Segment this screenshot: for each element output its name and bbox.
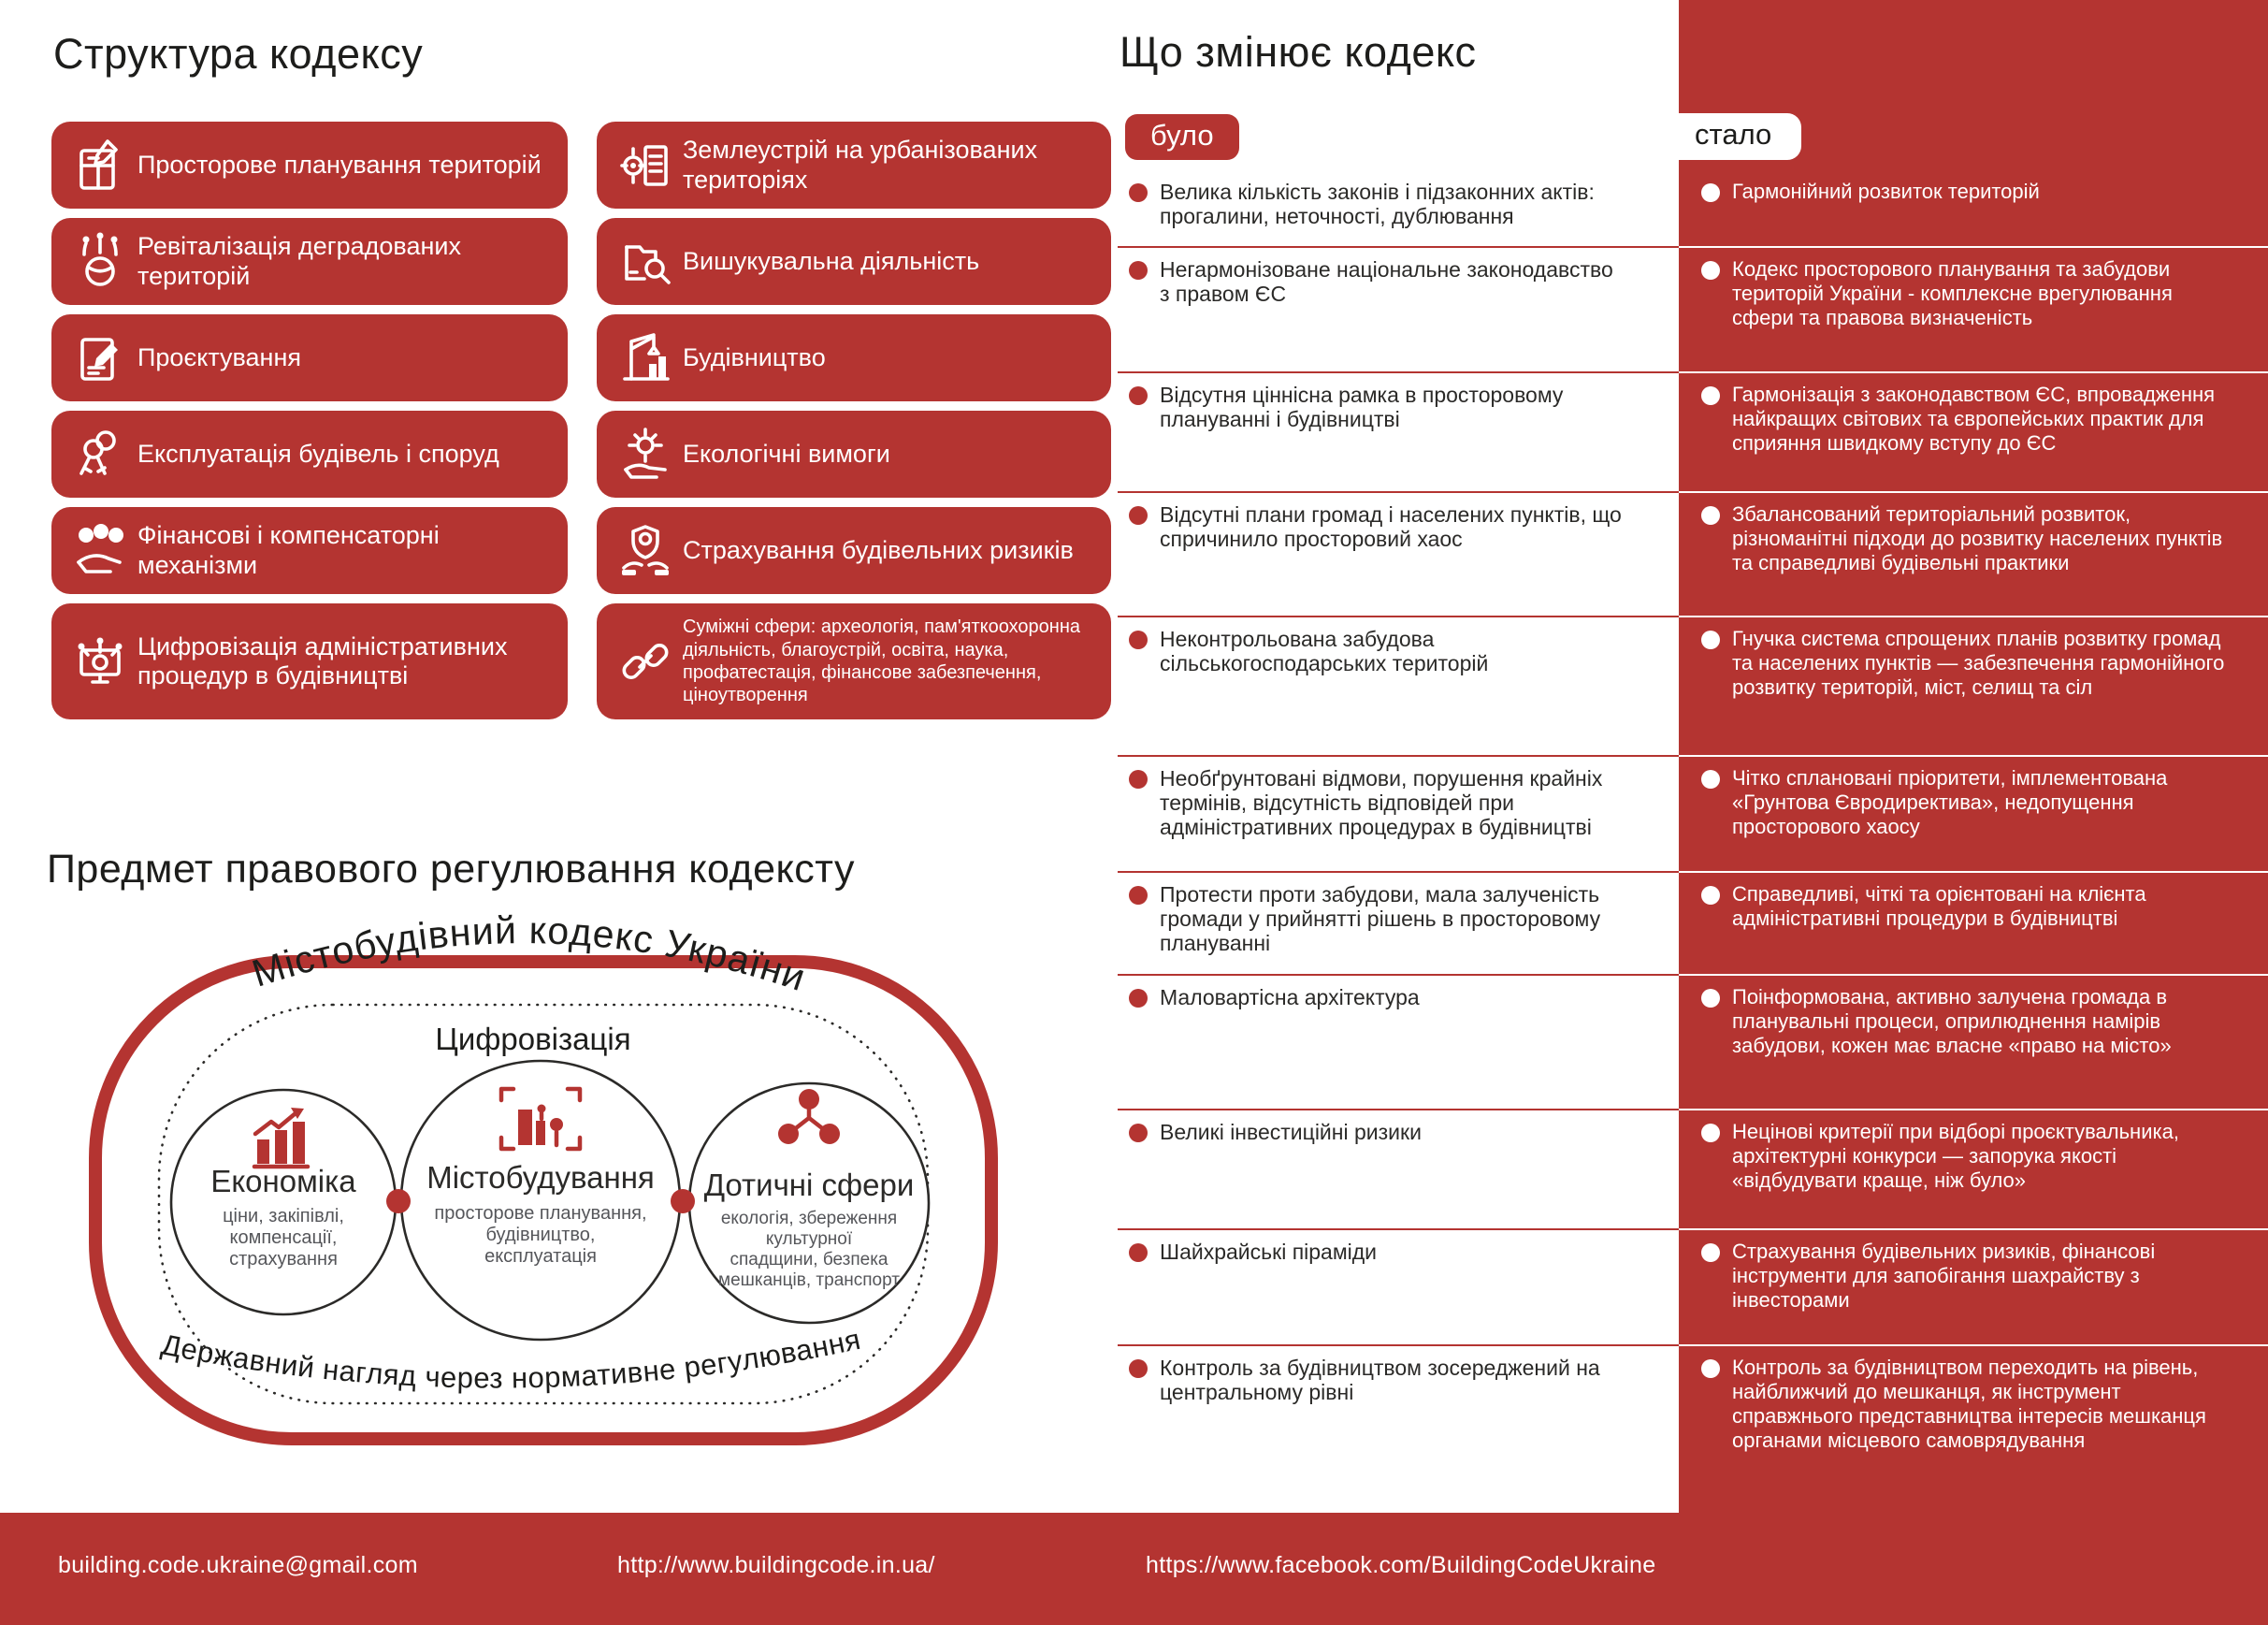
structure-right-column (597, 122, 1111, 719)
was-text: Контроль за будівництвом зосереджений на центральному рівні (1160, 1356, 1600, 1404)
folder-magnifier-icon (608, 232, 683, 292)
structure-block-label: Суміжні сфери: археологія, пам'яткоохоронна діяльність, благоустрій, освіта, наука, профатестація, фінансове забезпечення, ціноутворення (683, 617, 1080, 706)
red-bullet-icon (1129, 770, 1148, 789)
changes-comparison-rows (1118, 170, 2268, 1513)
was-text: Відсутні плани громад і населених пунктів, що спричинило просторовий хаос (1160, 502, 1622, 551)
became-cell (1679, 1230, 2268, 1346)
became-text: Кодекс просторового планування та забудови територій України - комплексне врегулювання сфери та правова визначеність (1732, 257, 2173, 329)
structure-block (597, 218, 1111, 305)
became-cell (1679, 1110, 2268, 1230)
urbanism-circle-line: експлуатація (484, 1246, 597, 1267)
footer-bar (0, 1513, 2268, 1625)
economy-circle-line: ціни, закіпівлі, (223, 1206, 344, 1226)
became-text: Нецінові критерії при відборі проєктувальника, архітектурні конкурси — запорука якості «відбудувати краще, ніж було» (1732, 1120, 2179, 1192)
was-cell (1118, 170, 1679, 248)
red-bullet-icon (1129, 1359, 1148, 1378)
hand-coins-icon (63, 521, 137, 581)
related-circle-line: культурної (765, 1229, 853, 1249)
structure-block (597, 507, 1111, 594)
became-text: Страхування будівельних ризиків, фінансові інструменти для запобігання шахрайству з інвесторами (1732, 1240, 2156, 1312)
footer-email-link[interactable]: building.code.ukraine@gmail.com (58, 1552, 418, 1578)
structure-block-label: Проєктування (137, 342, 301, 371)
red-bullet-icon (1129, 183, 1148, 202)
structure-block (51, 603, 568, 719)
related-circle-line: мешканців, транспорт (718, 1270, 900, 1290)
comparison-row (1118, 1230, 2268, 1346)
urbanism-circle-line: просторове планування, (434, 1203, 647, 1224)
economy-circle-line: компенсації, (229, 1227, 338, 1248)
red-bullet-icon (1129, 1124, 1148, 1142)
white-bullet-icon (1701, 1243, 1720, 1262)
economy-circle-line: страхування (229, 1249, 338, 1270)
became-text: Чітко сплановані пріоритети, імплементована «Грунтова Євродиректива», недопущення просторового хаосу (1732, 766, 2168, 838)
design-drawing-icon (63, 328, 137, 388)
white-bullet-icon (1701, 631, 1720, 649)
urbanism-circle-line: будівництво, (485, 1225, 596, 1245)
structure-section-title: Структура кодексу (53, 30, 424, 78)
footer-facebook-link[interactable]: https://www.facebook.com/BuildingCodeUkraine (1146, 1552, 1656, 1578)
structure-block (597, 603, 1111, 719)
structure-block-label: Просторове планування територій (137, 150, 542, 179)
eco-gear-hand-icon (608, 425, 683, 485)
became-text: Справедливі, чіткі та орієнтовані на клієнта адміністративні процедури в будівництві (1732, 882, 2146, 930)
structure-left-column (51, 122, 568, 719)
shield-hands-icon (608, 521, 683, 581)
was-badge: було (1125, 114, 1239, 160)
keys-icon (63, 425, 137, 485)
red-bullet-icon (1129, 386, 1148, 405)
became-cell (1679, 1346, 2268, 1513)
structure-block (51, 122, 568, 209)
white-bullet-icon (1701, 506, 1720, 525)
became-text: Гармонійний розвиток територій (1732, 180, 2040, 203)
related-circle-line: спадщини, безпека (730, 1250, 888, 1270)
structure-block (597, 122, 1111, 209)
comparison-row (1118, 976, 2268, 1110)
urbanism-circle (401, 1061, 680, 1340)
tangent-dot (671, 1189, 695, 1213)
was-cell (1118, 248, 1679, 373)
structure-block-label: Екологічні вимоги (683, 439, 890, 468)
was-text: Велика кількість законів і підзаконних актів: прогалини, неточності, дублювання (1160, 180, 1595, 228)
became-cell (1679, 373, 2268, 493)
red-bullet-icon (1129, 886, 1148, 905)
footer-website-link[interactable]: http://www.buildingcode.in.ua/ (617, 1552, 935, 1578)
white-bullet-icon (1701, 261, 1720, 280)
was-text: Протести проти забудови, мала залученість громади у прийнятті рішень в просторовому плануванні (1160, 882, 1601, 955)
related-circle-title: Дотичні сфери (703, 1168, 915, 1202)
structure-block-label: Страхування будівельних ризиків (683, 535, 1074, 564)
gear-document-icon (608, 136, 683, 196)
was-text: Великі інвестиційні ризики (1160, 1120, 1422, 1144)
comparison-row (1118, 757, 2268, 873)
crane-icon (608, 328, 683, 388)
white-bullet-icon (1701, 886, 1720, 905)
comparison-row (1118, 170, 2268, 248)
was-text: Необґрунтовані відмови, порушення крайніх термінів, відсутність відповідей при адміністративних процедурах в будівництві (1160, 766, 1603, 839)
became-text: Гнучка система спрощених планів розвитку громад та населених пунктів — забезпечення гармонійного розвитку територій, міст, селищ та сіл (1732, 627, 2225, 699)
white-bullet-icon (1701, 1124, 1720, 1142)
subject-diagram (37, 889, 1029, 1497)
structure-block (51, 314, 568, 401)
urbanism-circle-title: Містобудування (426, 1160, 655, 1195)
white-bullet-icon (1701, 183, 1720, 202)
structure-block (51, 507, 568, 594)
comparison-row (1118, 373, 2268, 493)
became-cell (1679, 617, 2268, 757)
was-text: Негармонізоване національне законодавство з правом ЄС (1160, 257, 1613, 306)
arc-title-top: Містобудівний кодекс України (247, 908, 812, 1000)
red-bullet-icon (1129, 989, 1148, 1008)
was-text: Шайхрайські піраміди (1160, 1240, 1378, 1264)
was-cell (1118, 1230, 1679, 1346)
changes-section-title: Що змінює кодекс (1120, 28, 1477, 76)
structure-block-label: Будівництво (683, 342, 826, 371)
structure-block-label: Вишукувальна діяльність (683, 246, 980, 275)
became-text: Збалансований територіальний розвиток, різноманітні підходи до розвитку населених пунктів та справедливі будівельні практики (1732, 502, 2223, 574)
subject-section-title: Предмет правового регулювання кодексту (47, 847, 855, 892)
comparison-row (1118, 493, 2268, 617)
comparison-row (1118, 1346, 2268, 1513)
structure-block-label: Землеустрій на урбанізованих територіях (683, 136, 1038, 194)
became-cell (1679, 493, 2268, 617)
was-cell (1118, 1346, 1679, 1513)
structure-block-label: Цифровізація адміністративних процедур в будівництві (137, 631, 508, 689)
arc-title-bottom: Державний нагляд через нормативне регулювання (158, 1322, 864, 1395)
became-cell (1679, 170, 2268, 248)
red-bullet-icon (1129, 261, 1148, 280)
was-cell (1118, 873, 1679, 976)
white-bullet-icon (1701, 770, 1720, 789)
digitalization-label: Цифровізація (435, 1022, 631, 1056)
was-cell (1118, 493, 1679, 617)
became-badge: стало (1665, 113, 1801, 160)
blueprint-pencil-icon (63, 136, 137, 196)
white-bullet-icon (1701, 1359, 1720, 1378)
related-circle-line: екологія, збереження (720, 1209, 898, 1228)
became-text: Контроль за будівництвом переходить на рівень, найближчий до мешканця, як інструмент справжнього представництва інтересів мешканця органами місцевого самоврядування (1732, 1356, 2206, 1452)
comparison-row (1118, 1110, 2268, 1230)
white-bullet-icon (1701, 386, 1720, 405)
comparison-row (1118, 248, 2268, 373)
red-bullet-icon (1129, 1243, 1148, 1262)
became-text: Гармонізація з законодавством ЄС, впровадження найкращих світових та європейських практик для сприяння швидкому вступу до ЄС (1732, 383, 2216, 455)
red-bullet-icon (1129, 506, 1148, 525)
structure-block (51, 411, 568, 498)
structure-block (51, 218, 568, 305)
red-bullet-icon (1129, 631, 1148, 649)
was-text: Маловартісна архітектура (1160, 985, 1420, 1009)
revitalization-sprout-icon (63, 232, 137, 292)
structure-block (597, 314, 1111, 401)
chain-link-icon (608, 631, 683, 691)
structure-block-label: Ревіталізація деградованих територій (137, 232, 461, 290)
structure-block (597, 411, 1111, 498)
economy-circle-title: Економіка (210, 1164, 356, 1198)
became-text: Поінформована, активно залучена громада в планувальні процеси, оприлюднення намірів забудови, кожен має власне «право на місто» (1732, 985, 2172, 1057)
was-text: Неконтрольована забудова сільськогосподарських територій (1160, 627, 1489, 675)
comparison-row (1118, 617, 2268, 757)
was-text: Відсутня ціннісна рамка в просторовому плануванні і будівництві (1160, 383, 1564, 431)
white-bullet-icon (1701, 989, 1720, 1008)
structure-block-label: Фінансові і компенсаторні механізми (137, 521, 440, 579)
tangent-dot (386, 1189, 411, 1213)
was-cell (1118, 757, 1679, 873)
comparison-row (1118, 873, 2268, 976)
became-cell (1679, 248, 2268, 373)
digital-monitor-gear-icon (63, 631, 137, 691)
structure-block-label: Експлуатація будівель і споруд (137, 439, 499, 468)
was-cell (1118, 373, 1679, 493)
became-cell (1679, 976, 2268, 1110)
was-cell (1118, 1110, 1679, 1230)
was-cell (1118, 976, 1679, 1110)
was-cell (1118, 617, 1679, 757)
became-cell (1679, 873, 2268, 976)
became-cell (1679, 757, 2268, 873)
